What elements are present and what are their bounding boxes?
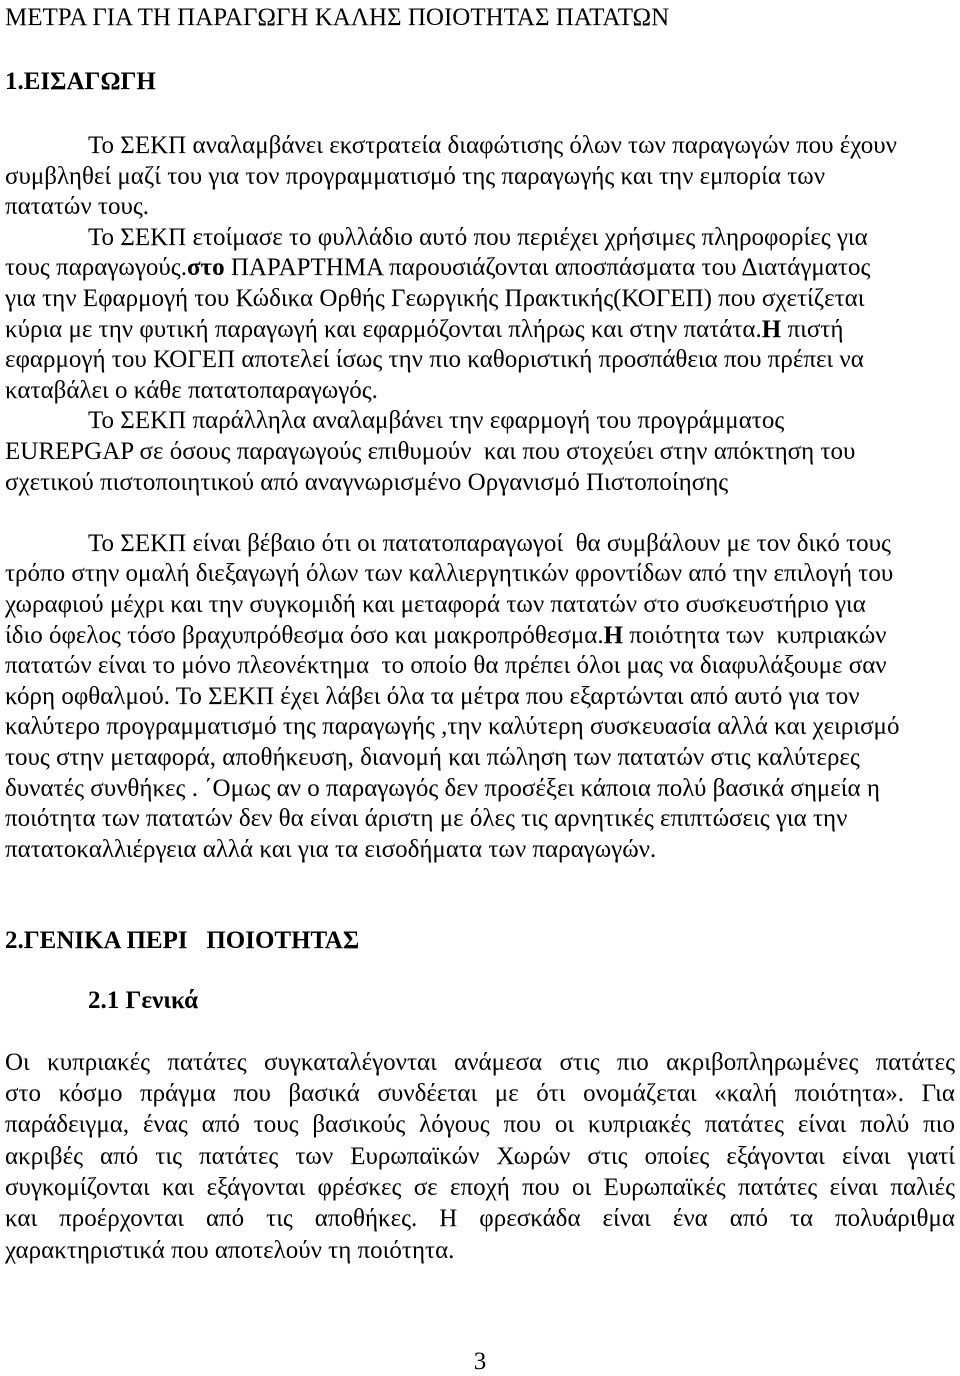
bold-text: Η	[761, 315, 782, 343]
paragraph-line	[0, 315, 960, 346]
paragraph-line: χαρακτηριστικά που αποτελούν τη ποιότητα.	[5, 1236, 455, 1264]
bold-text: Η	[603, 621, 624, 649]
line-text: ίδιο όφελος τόσο βραχυπρόθεσμα όσο και μακροπρόθεσμα.	[5, 621, 604, 649]
paragraph-line	[0, 253, 960, 284]
line-text: ΠΑΡΑΡΤΗΜΑ παρουσιάζονται αποσπάσματα του Διατάγματος	[224, 254, 871, 282]
paragraph-line: πατατοκαλλιέργεια αλλά και για τα εισοδήματα των παραγωγών.	[5, 835, 657, 863]
paragraph-line: σχετικού πιστοποιητικού από αναγνωρισμένο Οργανισμό Πιστοποίησης	[5, 468, 729, 496]
section-heading: 2.ΓΕΝΙΚΑ ΠΕΡΙ ΠΟΙΟΤΗΤΑΣ	[5, 926, 360, 954]
paragraph-line: κόρη οφθαλμού. Το ΣΕΚΠ έχει λάβει όλα τα μέτρα που εξαρτώνται από αυτό για τον	[5, 682, 860, 710]
paragraph-line: χωραφιού μέχρι και την συγκομιδή και μεταφορά των πατατών στο συσκευστήριο για	[5, 591, 866, 619]
paragraph-line: καλύτερο προγραμματισμό της παραγωγής ,την καλύτερη συσκευασία αλλά και χειρισμό	[5, 713, 900, 741]
paragraph-line: ποιότητα των πατατών δεν θα είναι άριστη με όλες τις αρνητικές επιπτώσεις για την	[5, 805, 848, 833]
line-text: ποιότητα των κυπριακών	[623, 621, 887, 649]
section-heading: 1.ΕΙΣΑΓΩΓΗ	[5, 67, 156, 95]
paragraph	[0, 1047, 960, 1266]
paragraph-line: για την Εφαρμογή του Κώδικα Ορθής Γεωργικής Πρακτικής(ΚΟΓΕΠ) που σχετίζεται	[5, 284, 865, 312]
paragraph-line: Το ΣΕΚΠ είναι βέβαιο ότι οι πατατοπαραγωγοί θα συμβάλουν με τον δικό τους	[88, 529, 891, 557]
bold-text: στο	[186, 254, 225, 282]
paragraph-line: τρόπο στην ομαλή διεξαγωγή όλων των καλλιεργητικών φροντίδων από την επιλογή του	[5, 560, 894, 588]
line-text: τους παραγωγούς.	[5, 254, 187, 282]
paragraph-line: Το ΣΕΚΠ ετοίμασε το φυλλάδιο αυτό που περιέχει χρήσιμες πληροφορίες για	[88, 223, 868, 251]
paragraph-line	[0, 621, 960, 652]
line-text: κύρια με την φυτική παραγωγή και εφαρμόζονται πλήρως και στην πατάτα.	[5, 315, 762, 343]
paragraph	[0, 131, 960, 498]
paragraph-line: εφαρμογή του ΚΟΓΕΠ αποτελεί ίσως την πιο καθοριστική προσπάθεια που πρέπει να	[5, 346, 864, 374]
paragraph-line: Το ΣΕΚΠ αναλαμβάνει εκστρατεία διαφώτισης όλων των παραγωγών που έχουν	[88, 131, 897, 159]
paragraph-line: τους στην μεταφορά, αποθήκευση, διανομή και πώληση των πατατών στις καλύτερες	[5, 744, 860, 772]
paragraph-line: και προέρχονται από τις αποθήκες. Η φρεσκάδα είναι ένα από τα πολυάριθμα	[5, 1205, 955, 1233]
paragraph-line: Το ΣΕΚΠ παράλληλα αναλαμβάνει την εφαρμογή του προγράμματος	[88, 407, 785, 435]
line-text: πιστή	[781, 315, 844, 343]
paragraph-line: EUREPGAP σε όσους παραγωγούς επιθυμούν και που στοχεύει στην απόκτηση του	[5, 437, 856, 465]
paragraph-line: καταβάλει ο κάθε πατατοπαραγωγός.	[5, 376, 378, 404]
subsection-heading: 2.1 Γενικά	[88, 986, 199, 1014]
paragraph-line: πατατών είναι το μόνο πλεονέκτημα το οποίο θα πρέπει όλοι μας να διαφυλάξουμε σαν	[5, 652, 887, 680]
page-number: 3	[473, 1348, 487, 1375]
paragraph	[0, 529, 960, 866]
paragraph-line: παράδειγμα, ένας από τους βασικούς λόγους που οι κυπριακές πατάτες είναι πολύ πιο	[5, 1111, 955, 1139]
paragraph-line: συγκομίζονται και εξάγονται φρέσκες σε εποχή που οι Ευρωπαϊκές πατάτες είναι παλιές	[5, 1173, 955, 1201]
paragraph-line: στο κόσμο πράγμα που βασικά συνδέεται με ότι ονομάζεται «καλή ποιότητα». Για	[5, 1080, 955, 1108]
paragraph-line: δυνατές συνθήκες . ΄Ομως αν ο παραγωγός δεν προσέξει κάποια πολύ βασικά σημεία η	[5, 774, 880, 802]
paragraph-line: πατατών τους.	[5, 193, 149, 221]
paragraph-line: συμβληθεί μαζί του για τον προγραμματισμό της παραγωγής και την εμπορία των	[5, 162, 825, 190]
document-title: ΜΕΤΡΑ ΓΙΑ ΤΗ ΠΑΡΑΓΩΓΗ ΚΑΛΗΣ ΠΟΙΟΤΗΤΑΣ ΠΑΤΑΤΩΝ	[5, 4, 670, 31]
paragraph-line: ακριβές από τις πατάτες των Ευρωπαϊκών Χωρών στις οποίες εξάγονται είναι γιατί	[5, 1142, 955, 1170]
paragraph-line: Οι κυπριακές πατάτες συγκαταλέγονται ανάμεσα στις πιο ακριβοπληρωμένες πατάτες	[5, 1048, 955, 1076]
